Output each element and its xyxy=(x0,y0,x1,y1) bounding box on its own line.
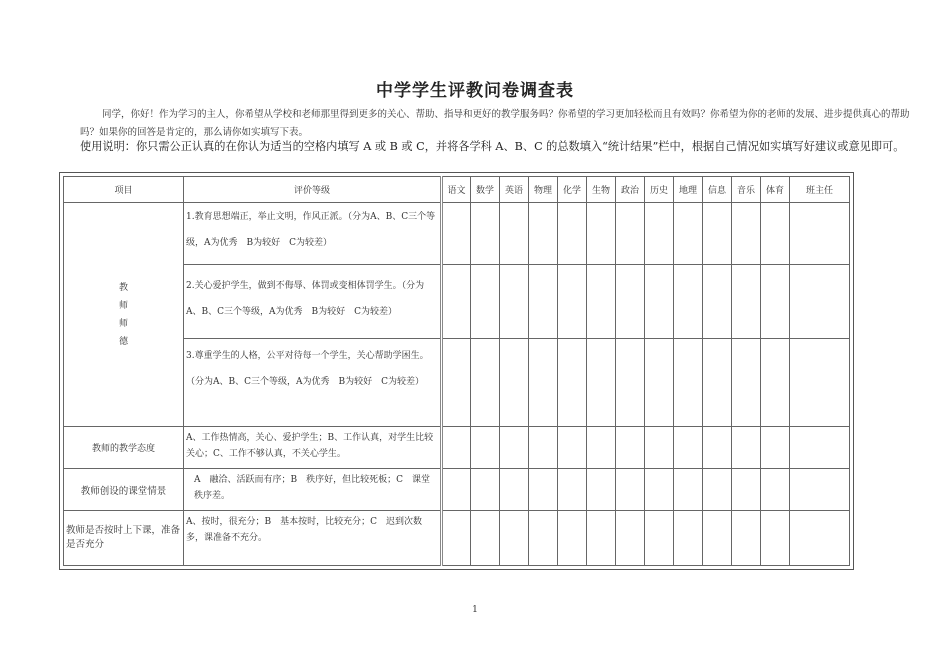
rating-cell[interactable] xyxy=(500,203,529,265)
rating-cell[interactable] xyxy=(616,339,645,427)
rating-cell[interactable] xyxy=(790,469,850,511)
rating-cell[interactable] xyxy=(529,203,558,265)
rating-cell[interactable] xyxy=(790,339,850,427)
header-subject: 语文 xyxy=(442,177,471,203)
rating-cell[interactable] xyxy=(471,511,500,566)
rating-cell[interactable] xyxy=(674,511,703,566)
rating-cell[interactable] xyxy=(529,427,558,469)
rating-cell[interactable] xyxy=(471,427,500,469)
group-label-char: 教 xyxy=(118,282,128,293)
item-classroom-atmosphere: 教师创设的课堂情景 xyxy=(64,469,184,511)
rating-cell[interactable] xyxy=(587,203,616,265)
rating-cell[interactable] xyxy=(558,339,587,427)
header-subject: 信息 xyxy=(703,177,732,203)
criterion-cell: A 融洽、活跃而有序；B 秩序好，但比较死板；C 课堂秩序差。 xyxy=(184,469,442,511)
rating-cell[interactable] xyxy=(645,511,674,566)
rating-cell[interactable] xyxy=(558,427,587,469)
rating-cell[interactable] xyxy=(645,469,674,511)
rating-cell[interactable] xyxy=(471,265,500,339)
rating-cell[interactable] xyxy=(790,427,850,469)
rating-cell[interactable] xyxy=(558,511,587,566)
rating-cell[interactable] xyxy=(761,339,790,427)
rating-cell[interactable] xyxy=(587,265,616,339)
table-header-row xyxy=(64,177,850,203)
rating-cell[interactable] xyxy=(529,339,558,427)
rating-cell[interactable] xyxy=(761,511,790,566)
rating-cell[interactable] xyxy=(703,427,732,469)
rating-cell[interactable] xyxy=(732,265,761,339)
header-item: 项目 xyxy=(64,177,184,203)
table-row xyxy=(64,203,850,265)
rating-cell[interactable] xyxy=(616,469,645,511)
header-subject: 生物 xyxy=(587,177,616,203)
rating-cell[interactable] xyxy=(616,265,645,339)
header-subject: 物理 xyxy=(529,177,558,203)
rating-cell[interactable] xyxy=(587,511,616,566)
rating-cell[interactable] xyxy=(500,427,529,469)
rating-cell[interactable] xyxy=(674,203,703,265)
rating-cell[interactable] xyxy=(529,469,558,511)
header-subject: 化学 xyxy=(558,177,587,203)
rating-cell[interactable] xyxy=(645,427,674,469)
rating-cell[interactable] xyxy=(442,469,471,511)
rating-cell[interactable] xyxy=(645,339,674,427)
rating-cell[interactable] xyxy=(732,339,761,427)
header-subject: 数学 xyxy=(471,177,500,203)
rating-cell[interactable] xyxy=(761,265,790,339)
rating-cell[interactable] xyxy=(761,203,790,265)
rating-cell[interactable] xyxy=(703,511,732,566)
rating-cell[interactable] xyxy=(471,469,500,511)
header-subject: 英语 xyxy=(500,177,529,203)
rating-cell[interactable] xyxy=(587,427,616,469)
rating-cell[interactable] xyxy=(616,511,645,566)
rating-cell[interactable] xyxy=(529,511,558,566)
survey-table-frame xyxy=(59,172,854,570)
page-number: 1 xyxy=(472,605,478,615)
header-subject: 历史 xyxy=(645,177,674,203)
document-title: 中学学生评教问卷调查表 xyxy=(376,81,574,101)
rating-cell[interactable] xyxy=(558,469,587,511)
rating-cell[interactable] xyxy=(674,265,703,339)
rating-cell[interactable] xyxy=(761,469,790,511)
rating-cell[interactable] xyxy=(645,265,674,339)
rating-cell[interactable] xyxy=(616,203,645,265)
header-level: 评价等级 xyxy=(184,177,442,203)
item-punctuality-preparation: 教师是否按时上下课，准备是否充分 xyxy=(64,511,184,566)
rating-cell[interactable] xyxy=(500,469,529,511)
rating-cell[interactable] xyxy=(616,427,645,469)
rating-cell[interactable] xyxy=(558,265,587,339)
rating-cell[interactable] xyxy=(500,339,529,427)
rating-cell[interactable] xyxy=(674,469,703,511)
rating-cell[interactable] xyxy=(674,339,703,427)
rating-cell[interactable] xyxy=(442,427,471,469)
group-label-teacher-ethics xyxy=(64,203,184,427)
rating-cell[interactable] xyxy=(790,265,850,339)
rating-cell[interactable] xyxy=(529,265,558,339)
rating-cell[interactable] xyxy=(674,427,703,469)
group-label-char: 师 xyxy=(118,300,128,311)
group-label-char: 德 xyxy=(118,336,128,347)
intro-paragraph xyxy=(80,106,920,142)
table-row xyxy=(64,427,850,469)
rating-cell[interactable] xyxy=(442,265,471,339)
intro-text: 同学，你好！作为学习的主人，你希望从学校和老师那里得到更多的关心、帮助、指导和更好的教学服务吗？你希望的学习更加轻松而且有效吗？你希望为你的老师的发展、进步提供真心的帮助吗？如果你的回答是肯定的，那么请你如实填写下表。 xyxy=(80,109,910,138)
rating-cell[interactable] xyxy=(442,339,471,427)
header-subject: 班主任 xyxy=(790,177,850,203)
rating-cell[interactable] xyxy=(442,203,471,265)
rating-cell[interactable] xyxy=(703,265,732,339)
table-row xyxy=(64,469,850,511)
rating-cell[interactable] xyxy=(761,427,790,469)
rating-cell[interactable] xyxy=(471,203,500,265)
rating-cell[interactable] xyxy=(790,511,850,566)
header-subject: 政治 xyxy=(616,177,645,203)
usage-instructions: 使用说明：你只需公正认真的在你认为适当的空格内填写 A 或 B 或 C，并将各学科 A、B、C 的总数填入“统计结果”栏中，根据自己情况如实填写好建议或意见即可。 xyxy=(80,140,905,153)
item-teaching-attitude: 教师的教学态度 xyxy=(64,427,184,469)
rating-cell[interactable] xyxy=(732,203,761,265)
header-subject: 体育 xyxy=(761,177,790,203)
rating-cell[interactable] xyxy=(790,203,850,265)
criterion-cell: A、工作热情高，关心、爱护学生；B、工作认真，对学生比较关心；C、工作不够认真，不关心学生。 xyxy=(184,427,442,469)
criterion-cell: A、按时，很充分；B 基本按时，比较充分；C 迟到次数多，课准备不充分。 xyxy=(184,511,442,566)
rating-cell[interactable] xyxy=(732,427,761,469)
rating-cell[interactable] xyxy=(471,339,500,427)
rating-cell[interactable] xyxy=(645,203,674,265)
rating-cell[interactable] xyxy=(587,469,616,511)
rating-cell[interactable] xyxy=(703,339,732,427)
criterion-cell: 1.教育思想端正，举止文明，作风正派。（分为A、B、C三个等级，A为优秀 B为较好 C为较差） xyxy=(184,203,442,265)
table-row xyxy=(64,511,850,566)
rating-cell[interactable] xyxy=(732,511,761,566)
rating-cell[interactable] xyxy=(732,469,761,511)
rating-cell[interactable] xyxy=(500,265,529,339)
rating-cell[interactable] xyxy=(558,203,587,265)
header-subject: 音乐 xyxy=(732,177,761,203)
header-subject: 地理 xyxy=(674,177,703,203)
criterion-cell: 2.关心爱护学生，做到不侮辱、体罚或变相体罚学生。（分为A、B、C三个等级，A为优秀 B为较好 C为较差） xyxy=(184,265,442,339)
group-label-char: 师 xyxy=(118,318,128,329)
criterion-cell: 3.尊重学生的人格，公平对待每一个学生，关心帮助学困生。（分为A、B、C三个等级，A为优秀 B为较好 C为较差） xyxy=(184,339,442,427)
rating-cell[interactable] xyxy=(500,511,529,566)
survey-table xyxy=(63,176,850,566)
rating-cell[interactable] xyxy=(703,469,732,511)
rating-cell[interactable] xyxy=(703,203,732,265)
rating-cell[interactable] xyxy=(442,511,471,566)
rating-cell[interactable] xyxy=(587,339,616,427)
